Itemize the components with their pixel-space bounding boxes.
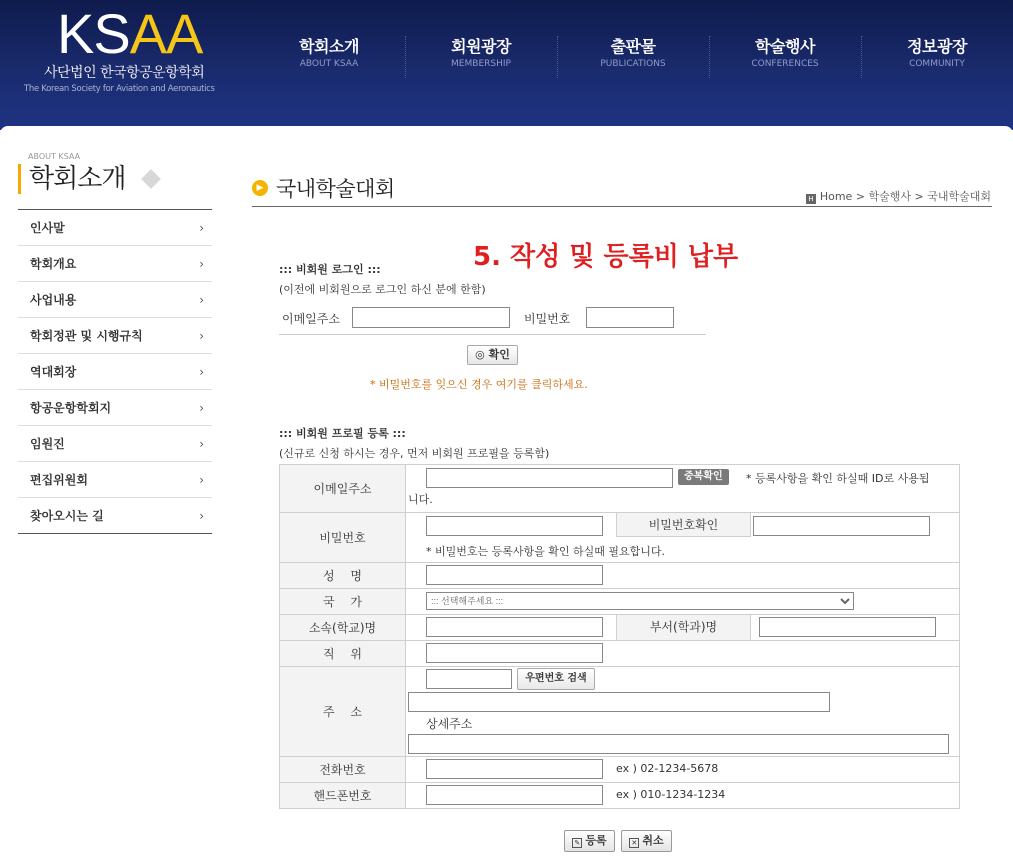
chevron-right-icon: › bbox=[199, 256, 204, 271]
profile-section-note: (신규로 신청 하시는 경우, 먼저 비회원 프로필을 등록함) bbox=[279, 447, 550, 460]
name-label: 성 명 bbox=[280, 563, 406, 589]
global-nav bbox=[253, 36, 1013, 80]
submit-button[interactable]: ✎ 등록 bbox=[564, 830, 615, 852]
chevron-right-icon: › bbox=[199, 472, 204, 487]
breadcrumb-text: Home > 학술행사 > 국내학술대회 bbox=[819, 190, 991, 203]
bullet-arrow-icon: ▶ bbox=[252, 180, 268, 196]
address-label: 주 소 bbox=[280, 667, 406, 757]
zipcode-search-button[interactable]: 우편번호 검색 bbox=[517, 668, 595, 690]
gnb-item-about[interactable]: 학회소개 ABOUT KSAA bbox=[299, 37, 359, 69]
login-section-title: ::: 비회원 로그인 ::: bbox=[279, 263, 381, 276]
password-label: 비밀번호 bbox=[280, 513, 406, 563]
chevron-right-icon: › bbox=[199, 364, 204, 379]
circle-icon: ◎ bbox=[475, 348, 489, 361]
sidebar-item-journal[interactable]: 항공운항학회지 › bbox=[18, 390, 212, 426]
country-label: 국 가 bbox=[280, 589, 406, 615]
duplicate-check-button[interactable]: 중복확인 bbox=[678, 469, 729, 485]
chevron-right-icon: › bbox=[199, 292, 204, 307]
phone-label: 전화번호 bbox=[280, 757, 406, 783]
profile-section-title: ::: 비회원 프로필 등록 ::: bbox=[279, 427, 406, 440]
address-detail-label: 상세주소 bbox=[426, 717, 473, 731]
login-section-note: (이전에 비회원으로 로그인 하신 분에 한함) bbox=[279, 283, 486, 296]
department-label: 부서(학과)명 bbox=[616, 615, 751, 640]
chevron-right-icon: › bbox=[199, 508, 204, 523]
gnb-item-community[interactable]: 정보광장 COMMUNITY bbox=[907, 37, 967, 69]
sidebar-item-greeting[interactable]: 인사말 › bbox=[18, 210, 212, 246]
edit-icon: ✎ bbox=[572, 838, 582, 848]
profile-form-table bbox=[279, 464, 960, 809]
sidebar-bottom-rule bbox=[18, 533, 212, 534]
email-note-cont: 니다. bbox=[408, 493, 433, 506]
home-icon: H bbox=[806, 194, 816, 204]
position-input[interactable] bbox=[426, 643, 603, 663]
sidebar-menu bbox=[18, 209, 212, 534]
sidebar-title: 학회소개 bbox=[18, 164, 125, 194]
phone-example: ex ) 02-1234-5678 bbox=[616, 762, 719, 775]
close-icon: ✕ bbox=[629, 838, 639, 848]
login-email-label: 이메일주소 bbox=[282, 312, 340, 326]
profile-email-input[interactable] bbox=[426, 468, 673, 488]
page-title: 국내학술대회 bbox=[276, 177, 395, 201]
profile-password-input[interactable] bbox=[426, 516, 603, 536]
zipcode-input[interactable] bbox=[426, 669, 512, 689]
sidebar-item-officers[interactable]: 임원진 › bbox=[18, 426, 212, 462]
sidebar-item-business[interactable]: 사업내용 › bbox=[18, 282, 212, 318]
sidebar-item-directions[interactable]: 찾아오시는 길 › bbox=[18, 498, 212, 534]
gnb-item-conferences[interactable]: 학술행사 CONFERENCES bbox=[751, 37, 819, 69]
affiliation-input[interactable] bbox=[426, 617, 603, 637]
email-note: * 등록사항을 확인 하실때 ID로 사용됩 bbox=[746, 472, 930, 485]
site-header bbox=[0, 0, 1013, 130]
step-title: 5. 작성 및 등록비 납부 bbox=[473, 242, 739, 272]
login-password-label: 비밀번호 bbox=[524, 312, 571, 326]
title-divider bbox=[252, 206, 992, 207]
sidebar-item-past-presidents[interactable]: 역대회장 › bbox=[18, 354, 212, 390]
email-label: 이메일주소 bbox=[280, 465, 406, 513]
password-confirm-label: 비밀번호확인 bbox=[616, 513, 751, 537]
address-detail-input[interactable] bbox=[408, 734, 949, 754]
gnb-item-membership[interactable]: 회원광장 MEMBERSHIP bbox=[451, 37, 511, 69]
country-select[interactable] bbox=[426, 592, 854, 610]
gnb-item-publications[interactable]: 출판물 PUBLICATIONS bbox=[600, 37, 666, 69]
department-input[interactable] bbox=[759, 617, 936, 637]
chevron-right-icon: › bbox=[199, 328, 204, 343]
cancel-button[interactable]: ✕ 취소 bbox=[621, 830, 672, 852]
logo-name-en: The Korean Society for Aviation and Aeronautics bbox=[24, 84, 215, 94]
login-email-input[interactable] bbox=[352, 307, 510, 328]
chevron-right-icon: › bbox=[199, 220, 204, 235]
mobile-example: ex ) 010-1234-1234 bbox=[616, 788, 726, 801]
logo-mark: KSAA bbox=[57, 2, 203, 65]
sidebar-item-bylaws[interactable]: 학회정관 및 시행규칙 › bbox=[18, 318, 212, 354]
sidebar-label-en: ABOUT KSAA bbox=[28, 152, 81, 161]
mobile-label: 핸드폰번호 bbox=[280, 783, 406, 809]
chevron-right-icon: › bbox=[199, 400, 204, 415]
forgot-password-link[interactable]: * 비밀번호를 잊으신 경우 여기를 클릭하세요. bbox=[370, 378, 588, 391]
phone-input[interactable] bbox=[426, 759, 603, 779]
chevron-right-icon: › bbox=[199, 436, 204, 451]
password-note: * 비밀번호는 등록사항을 확인 하실때 필요합니다. bbox=[426, 545, 665, 558]
logo-name-ko: 사단법인 한국항공운항학회 bbox=[44, 65, 205, 81]
sidebar-item-overview[interactable]: 학회개요 › bbox=[18, 246, 212, 282]
address-input[interactable] bbox=[408, 692, 830, 712]
breadcrumb bbox=[806, 188, 991, 204]
profile-password-confirm-input[interactable] bbox=[753, 516, 930, 536]
login-confirm-button[interactable]: ◎ 확인 bbox=[467, 345, 518, 365]
position-label: 직 위 bbox=[280, 641, 406, 667]
mobile-input[interactable] bbox=[426, 785, 603, 805]
login-password-input[interactable] bbox=[586, 307, 674, 328]
sidebar-item-editorial[interactable]: 편집위원회 › bbox=[18, 462, 212, 498]
profile-name-input[interactable] bbox=[426, 565, 603, 585]
affiliation-label: 소속(학교)명 bbox=[280, 615, 406, 641]
login-divider bbox=[279, 334, 706, 335]
